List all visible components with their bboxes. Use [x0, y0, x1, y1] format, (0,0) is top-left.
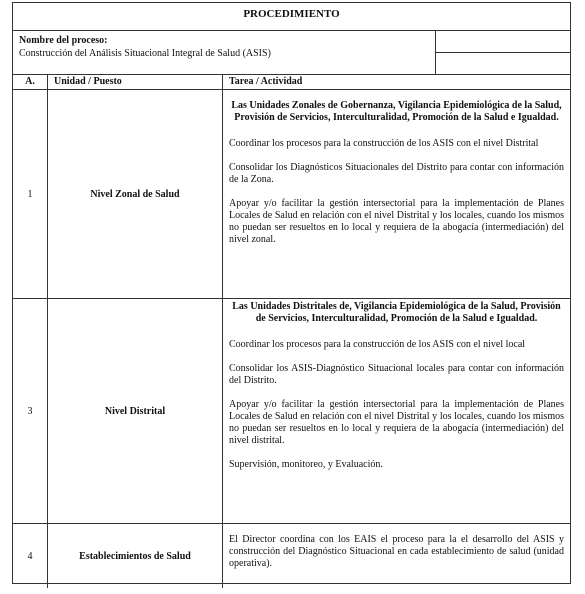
task-item: Supervisión, monitoreo, y Evaluación.: [229, 459, 383, 470]
process-section: [13, 31, 570, 75]
row-number: 1: [13, 90, 48, 298]
document-title: PROCEDIMIENTO: [13, 3, 570, 31]
process-name-cell: [13, 31, 436, 74]
task-item: Consolidar los Diagnósticos Situacionales del Distrito para contar con información de la Zona.: [229, 162, 564, 185]
row-number: 3: [13, 299, 48, 523]
task-heading: Las Unidades Distritales de, Vigilancia Epidemiológica de la Salud, Provisión de Servicios, Interculturalidad, Promoción de la Salud e Igualdad.: [232, 301, 561, 324]
task-item: Coordinar los procesos para la construcción de los ASIS con el nivel local: [229, 339, 526, 350]
task-item: Coordinar los procesos para la construcción de los ASIS con el nivel Distrital: [229, 138, 539, 149]
table-row: [13, 524, 570, 588]
task-item: Apoyar y/o facilitar la gestión intersectorial para la implementación de Planes Locales de Salud en relación con el nivel Distrital y los locales, cuando los mismos no puedan ser resueltos en lo local y requiera de la abogacía (intermediación) del nivel zonal.: [229, 198, 564, 245]
task-item: Apoyar y/o facilitar la gestión intersectorial para la implementación de Planes Locales de Salud en relación con el nivel Distrital y los locales, cuando los mismos no puedan ser resueltos en lo local y requiera de la abogacía (intermediación) del nivel distrital.: [229, 399, 564, 446]
header-a: A.: [13, 75, 48, 89]
process-extra-cells: [436, 31, 570, 74]
row-number: 4: [13, 524, 48, 588]
row-unit: Nivel Distrital: [48, 299, 223, 523]
task-item: Consolidar los ASIS-Diagnóstico Situacional locales para contar con información del Distrito.: [229, 363, 564, 386]
empty-cell-top: [436, 31, 570, 53]
row-unit: Establecimientos de Salud: [48, 524, 223, 588]
table-header: [13, 75, 570, 90]
table-row: [13, 299, 570, 524]
row-tasks: [223, 299, 570, 523]
process-label: Nombre del proceso:: [19, 35, 108, 46]
row-tasks: [223, 90, 570, 298]
empty-cell-bottom: [436, 53, 570, 74]
process-name: Construcción del Análisis Situacional Integral de Salud (ASIS): [19, 48, 271, 59]
header-unit: Unidad / Puesto: [48, 75, 223, 89]
row-tasks: [223, 524, 570, 588]
task-heading: Las Unidades Zonales de Gobernanza, Vigilancia Epidemiológica de la Salud, Provisión de Servicios, Interculturalidad, Promoción de la Salud e Igualdad.: [231, 100, 562, 123]
table-row: [13, 90, 570, 299]
task-item: El Director coordina con los EAIS el proceso para la el desarrollo del ASIS y construcción del Diagnóstico Situacional en cada establecimiento de salud (unidad operativa).: [229, 534, 564, 569]
procedure-document: [12, 2, 571, 584]
row-unit: Nivel Zonal de Salud: [48, 90, 223, 298]
header-task: Tarea / Actividad: [229, 76, 303, 87]
